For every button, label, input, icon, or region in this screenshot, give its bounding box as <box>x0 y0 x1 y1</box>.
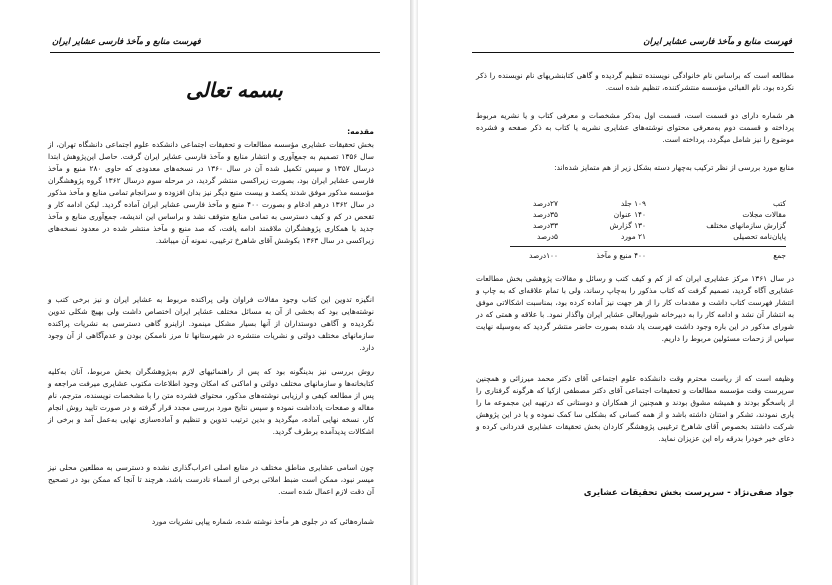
intro-heading: مقدمه: <box>347 127 374 136</box>
left-header-rule <box>50 52 380 53</box>
table-cell-count: ۲۱ مورد <box>621 232 646 241</box>
bismillah-heading: بسمه تعالی <box>186 78 283 102</box>
names-paragraph: چون اسامی عشایری مناطق مختلف در منابع اصلی اعراب‌گذاری نشده و دسترسی به مطلعین محلی نیز میسر نبود، ممکن است ضبط املائی برخی از اسماء نادرست باشد، هرچند تا آنجا که ممکن بود در تصحیح آن دقت لازم اعمال شده است. <box>48 463 374 496</box>
table-cell-category: گزارش سازمانهای مختلف <box>706 221 786 230</box>
table-cell-percent: ۳۳درصد <box>533 221 558 230</box>
table-cell-percent: ۵درصد <box>537 232 558 241</box>
table-total-count: ۴۰۰ منبع و مآخذ <box>596 251 646 260</box>
left-page <box>0 0 412 585</box>
acknowledgement-paragraph: وظیفه است که از ریاست محترم وقت دانشکده علوم اجتماعی آقای دکتر محمد میرزائی و همچنین سرپرست وقت مؤسسه مطالعات و تحقیقات اجتماعی آقای دکتر مصطفی ازکیا که هرگونه گرفتاری را از پاسخگو بودند و همیشه مشوق بودند و همچنین از همکاران و دوستانی که درتهیه این مجموعه ما را یاری نمودند، تشکر و امتنان داشته باشد و از همه کسانی که بشکلی سا کمک نموده و یا در این پژوهش شرکت داشتند بخصوص آقای شاهرخ ترغیبی پژوهشگر کاردان بخش تحقیقات عشایری قدردانی کرده و دعای خیر خودرا بدرقه راه این عزیزان نماید. <box>476 374 794 443</box>
sources-table <box>510 199 786 262</box>
author-signature: جواد صفی‌نژاد - سرپرست بخش تحقیقات عشایری <box>583 488 794 498</box>
intro-paragraph: بخش تحقیقات عشایری مؤسسه مطالعات و تحقیقات اجتماعی دانشکده علوم اجتماعی دانشگاه تهران، از سال ۱۳۵۶ تصمیم به جمع‌آوری و انتشار منابع و مآخذ فارسی عشایر ایران گرفت. حاصل این‌پژوهش ابتدا درسال ۱۳۵۷ و سپس تکمیل شده آن در سال ۱۳۶۰ در نسخه‌های معدودی که حاوی ۲۸۰ منبع و مآخذ فارسی عشایر ایران بود، بصورت زیراکسی منتشر گردید، در مرحله سوم درسال ۱۳۶۲ گروه پژوهشگران مؤسسه مذکور موفق شدند یکصد و بیست منبع دیگر نیز بدان افزوده و سرانجام تمامی منابع و مآخذ مذکور در سال ۱۳۶۲ درهم ادغام و بصورت ۴۰۰ منبع و مآخذ فارسی عشایر ایران آماده گردید. لیکن ادامه کار و تفحص در کم و کیف دسترسی به تمامی منابع متوقف نشد و براساس این اندیشه، جمع‌آوری منابع و مآخذ جدید با همکاری پژوهشگران ملاقمند ادامه یافت، که صد منبع و مآخذ منتشر شده در معدود نسخه‌های زیراکسی در سال ۱۳۶۳ بکوشش آقای شاهرخ ترغیبی، نمونه آن میباشد. <box>48 140 374 245</box>
categories-intro: منابع مورد بررسی از نظر ترکیب به‌چهار دسته بشکل زیر از هم متمایز شده‌اند: <box>554 163 794 172</box>
table-row <box>510 210 786 221</box>
table-total-rule <box>510 246 786 247</box>
structure-paragraph: هر شماره دارای دو قسمت است، قسمت اول به‌ذکر مشخصات و معرفی کتاب و یا نشریه مربوط پرداخته و قسمت دوم به‌معرفی محتوای نوشته‌های عشایری نشریه یا کتاب به ذکر صفحه و فشرده موضوع را نیز شامل میگردد، پرداخته است. <box>476 111 794 144</box>
right-header-rule <box>472 52 794 53</box>
table-total-row <box>510 251 786 262</box>
left-running-header: فهرست منابع و مآخذ فارسی عشایر ایران <box>52 37 201 47</box>
table-row <box>510 199 786 210</box>
table-cell-category: کتب <box>772 199 786 208</box>
numbering-paragraph: شماره‌هائی که در جلوی هر مأخذ نوشته شده، شماره پیاپی نشریات مورد <box>151 517 374 526</box>
book-spine <box>410 0 418 585</box>
table-cell-count: ۱۰۹ جلد <box>620 199 646 208</box>
table-cell-percent: ۳۵درصد <box>533 210 558 219</box>
method-paragraph: روش بررسی نیز بدینگونه بود که پس از راهنمائیهای لازم به‌پژوهشگران بخش مربوط، آنان به‌کلیه کتابخانه‌ها و سازمانهای مختلف دولتی و اماکنی که امکان وجود اطلاعات مکتوب عشایری میرفت مراجعه و پس از مطالعه کیفی و ارزیابی نوشته‌های مذکور، محتوای فشرده متن را با مشخصات نویسنده، مترجم، نام مقاله و صفحات یادداشت نموده و سپس نتایج مورد بررسی مجدد قرار گرفته و در صورت تایید روش انجام کار، نسخه نهایی آماده، میگردید و بدین ترتیب تدوین و تنظیم و آماده‌سازی نهایی به‌عمل آمد و برخی از اشکالات پدیدآمده برطرف گردید. <box>48 367 374 436</box>
continuation-paragraph: مطالعه است که براساس نام خانوادگی نویسنده تنظیم گردیده و گاهی کتابنشریهای نام نویسنده را ذکر نکرده بود، نام الفبائی مؤسسه منتشرکننده، تنظیم شده است. <box>476 71 794 92</box>
table-cell-count: ۱۴۰ عنوان <box>613 210 646 219</box>
motivation-paragraph: انگیزه تدوین این کتاب وجود مقالات فراوان ولی پراکنده مربوط به عشایر ایران و نیز برخی کتب و نوشته‌هایی بود که بخشی از آن به مسائل مختلف عشایر ایران اختصاص داشت ولی بهیچ شکلی تدوین نگردیده و آگاهی دوستداران از آنها بسیار مشکل مینمود. ازاینرو گاهی دسترسی به نشریات پراکنده سازمانهای مختلف دولتی و نشریات منتشره در شهرستانها تا مرز ناممکن بودن و عدم‌آگاهی از آن وجود دارد. <box>48 295 374 352</box>
table-cell-category: پایان‌نامه تحصیلی <box>733 232 786 241</box>
table-row <box>510 232 786 243</box>
table-row <box>510 221 786 232</box>
right-running-header: فهرست منابع و مآخذ فارسی عشایر ایران <box>643 37 792 47</box>
table-total-percent: ۱۰۰درصد <box>529 251 558 260</box>
table-total-label: جمع <box>773 251 786 260</box>
table-cell-category: مقالات مجلات <box>742 210 786 219</box>
table-cell-count: ۱۳۰ گزارش <box>609 221 646 230</box>
table-cell-percent: ۲۷درصد <box>533 199 558 208</box>
right-page <box>418 0 832 585</box>
publication-paragraph: در سال ۱۳۶۱ مرکز عشایری ایران که از کم و کیف کتب و رسائل و مقالات پژوهشی بخش مطالعات عشایری آگاه گردید، تصمیم گرفت که کتاب مذکور را به‌چاپ رساند، ولی با تمام علاقه‌ای که به چاپ و انتشار فهرست کتاب داشت و مقدمات کار را از هر جهت نیز آماده کرده بود، بمناسبت اشکالاتی موفق به انتشار آن نشد و ادامه کار را به دبیرخانه شورایعالی عشایر ایران واگذار نمود. با علاقه و همتی که در شورای مذکور در این باره وجود داشت فهرست یاد شده بصورت حاضر منتشر گردید که به‌وسیله نهایت سپاس از زحمات مسئولین مربوط را داریم. <box>476 274 794 343</box>
